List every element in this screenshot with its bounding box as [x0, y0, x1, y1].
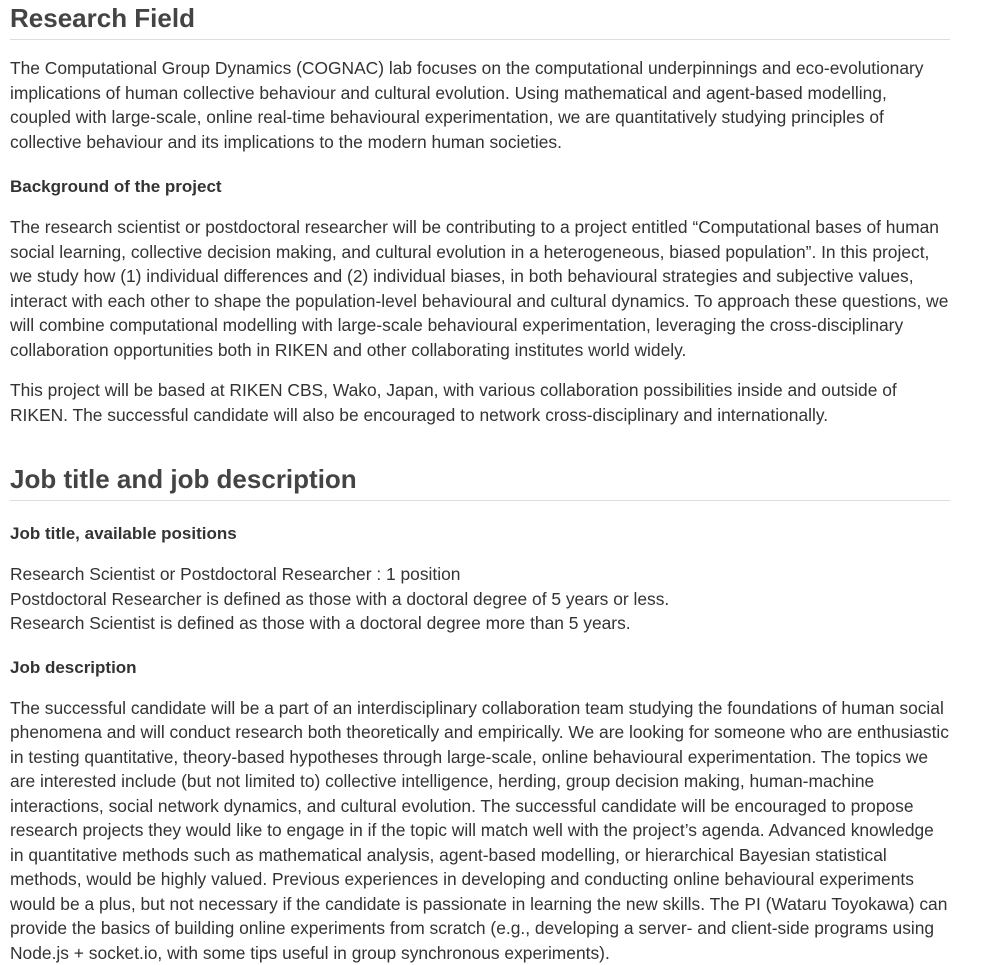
research-field-heading: Research Field: [10, 2, 950, 40]
background-heading: Background of the project: [10, 175, 950, 199]
positions-list: [10, 562, 950, 636]
background-paragraph-2: This project will be based at RIKEN CBS, Wako, Japan, with various collaboration possibilities inside and outside of RIKEN. The successful candidate will also be encouraged to network cross-disciplinary and internationally.: [10, 378, 950, 427]
job-description-heading: Job description: [10, 656, 950, 680]
positions-heading: Job title, available positions: [10, 522, 950, 546]
job-posting-page: [0, 2, 1000, 965]
background-paragraph-1: The research scientist or postdoctoral researcher will be contributing to a project entitled “Computational bases of human social learning, collective decision making, and cultural evolution in a heterogeneous, biased population”. In this project, we study how (1) individual differences and (2) individual biases, in both behavioural strategies and subjective values, interact with each other to shape the population-level behavioural and cultural dynamics. To approach these questions, we will combine computational modelling with large-scale behavioural experimentation, leveraging the cross-disciplinary collaboration opportunities both in RIKEN and other collaborating institutes world widely.: [10, 215, 950, 362]
job-description-paragraph: The successful candidate will be a part of an interdisciplinary collaboration team studying the foundations of human social phenomena and will conduct research both theoretically and empirically. We are looking for someone who are enthusiastic in testing quantitative, theory-based hypotheses through large-scale, online behavioural experimentation. The topics we are interested include (but not limited to) collective intelligence, herding, group decision making, human-machine interactions, social network dynamics, and cultural evolution. The successful candidate will be encouraged to propose research projects they would like to engage in if the topic will match well with the project’s agenda. Advanced knowledge in quantitative methods such as mathematical analysis, agent-based modelling, or hierarchical Bayesian statistical methods, would be highly valued. Previous experiences in developing and conducting online behavioural experiments would be a plus, but not necessary if the candidate is passionate in learning the new skills. The PI (Wataru Toyokawa) can provide the basics of building online experiments from scratch (e.g., developing a server- and client-side programs using Node.js + socket.io, with some tips useful in group synchronous experiments).: [10, 696, 950, 965]
job-title-description-heading: Job title and job description: [10, 463, 950, 501]
positions-line: Postdoctoral Researcher is defined as those with a doctoral degree of 5 years or less.: [10, 587, 950, 612]
research-field-intro: The Computational Group Dynamics (COGNAC) lab focuses on the computational underpinnings and eco-evolutionary implications of human collective behaviour and cultural evolution. Using mathematical and agent-based modelling, coupled with large-scale, online real-time behavioural experimentation, we are quantitatively studying principles of collective behaviour and its implications to the modern human societies.: [10, 56, 950, 154]
positions-line: Research Scientist or Postdoctoral Researcher : 1 position: [10, 562, 950, 587]
positions-line: Research Scientist is defined as those with a doctoral degree more than 5 years.: [10, 611, 950, 636]
